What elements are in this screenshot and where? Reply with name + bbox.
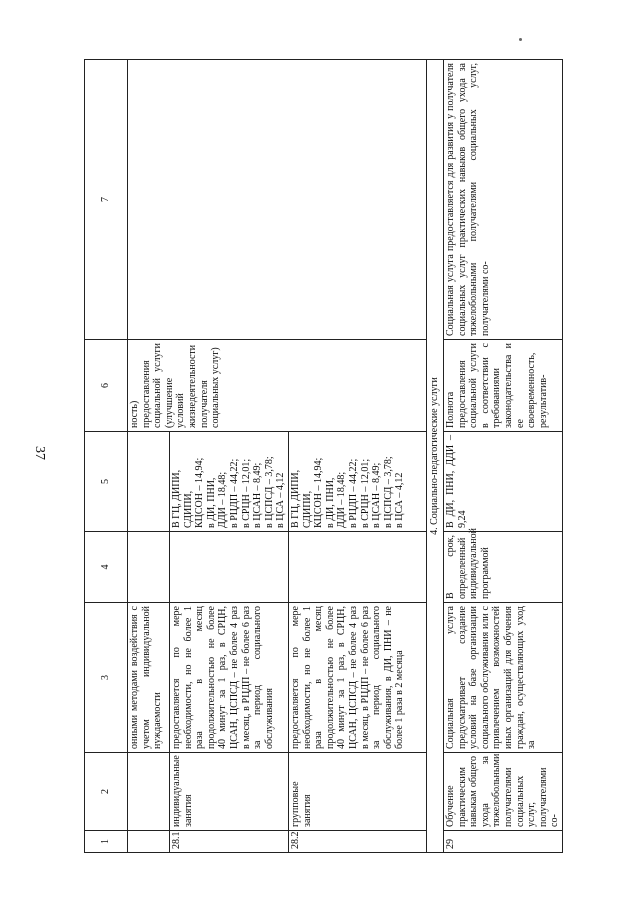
table-cell xyxy=(288,532,426,603)
tariff-line: в ЦСА – 4,12 xyxy=(275,472,287,528)
tariff-line: ДДИ – 18,48; xyxy=(217,471,229,528)
tariff-line: в СРЦН – 12,01; xyxy=(240,458,252,528)
scan-speck xyxy=(519,38,522,41)
column-header: 1 xyxy=(85,831,128,853)
tariff-line: в ЦСАН – 8,49; xyxy=(252,462,264,528)
table-cell xyxy=(128,753,170,831)
row-number: 29 xyxy=(443,831,562,853)
table-cell: ность) предоставления социальной услуги (улучшение условий жизнедеятельности получателя социальных услуг) xyxy=(128,340,427,432)
page-number: 37 xyxy=(32,446,47,460)
services-table xyxy=(84,59,563,853)
quality-indicators: Полнота предоставления социальной услуги в соответствии с требованиями законодательства и ее своевременность, результатив- xyxy=(443,340,562,432)
table-header-row xyxy=(85,60,128,853)
table-cell xyxy=(128,831,170,853)
tariff-cell xyxy=(288,432,426,532)
tariff-line: в РЦДП – 44,22; xyxy=(347,458,359,528)
table-row xyxy=(443,60,562,853)
column-header: 7 xyxy=(85,60,128,340)
tariff-line: в ЦСПСД – 3,78; xyxy=(382,456,394,528)
service-conditions: Социальная услуга предоставляется для развития у получателя социальных услуг практических навыков общего ухода за тяжелобольными получателями социальных услуг, получателями со- xyxy=(443,60,562,340)
table-row-continuation xyxy=(128,60,170,853)
tariff-line: В ГЦ, ДИПИ, СДИПИ, xyxy=(171,469,194,528)
rotated-table-container xyxy=(84,60,564,853)
tariff-cell xyxy=(170,432,289,532)
tariff-line: в СРЦН – 12,01; xyxy=(359,458,371,528)
service-name: Обучение практическим навыкам общего ухода за тяжелобольными получателями социальных услуг, получателями со- xyxy=(443,753,562,831)
column-header: 6 xyxy=(85,340,128,432)
section-title: 4. Социально-педагогические услуги xyxy=(426,60,443,853)
table-cell xyxy=(128,532,170,603)
table-cell xyxy=(128,432,170,532)
column-header: 4 xyxy=(85,532,128,603)
service-name: индивидуальные занятия xyxy=(170,753,289,831)
table-cell: ониыми методами воздействия с учетом индивидуальной нуждаемости xyxy=(128,603,170,753)
tariff-line: в ДИ, ПНИ, xyxy=(205,477,217,528)
table-cell xyxy=(128,60,427,340)
table-cell xyxy=(170,532,289,603)
tariff-line: в ЦСА – 4,12 xyxy=(394,472,406,528)
column-header: 5 xyxy=(85,432,128,532)
tariff-line: КЦСОН – 14,94; xyxy=(313,457,325,528)
tariff-line: ДДИ – 18,48; xyxy=(336,471,348,528)
row-number: 28.2 xyxy=(288,831,426,853)
column-header: 2 xyxy=(85,753,128,831)
service-description: предоставляется по мере необходимости, но не более 1 раза в месяц продолжительностью не более 40 минут за 1 раз, в СРЦН, ЦСАН, ЦСПСД – не более 4 раз в месяц, в РЦДП – не более 6 раз за период социального обслуживания, в ДИ, ПНИ – не более 1 раза в 2 месяца xyxy=(288,603,426,753)
service-description: предоставляется по мере необходимости, но не более 1 раза в месяц продолжительностью не более 40 минут за 1 раз, в СРЦН, ЦСАН, ЦСПСД – не более 4 раз в месяц, в РЦДП – не более 6 раз за период социального обслуживания xyxy=(170,603,289,753)
tariff-line: в ЦСПСД – 3,78; xyxy=(263,456,275,528)
service-description: Социальная услуга предусматривает создание условий на базе организации социального обслуживания или с привлечением возможностей иных организаций для обучения граждан, осуществляющих уход за xyxy=(443,603,562,753)
row-number: 28.1 xyxy=(170,831,289,853)
tariff-cell: В ДИ, ПНИ, ДДИ – 9,24 xyxy=(443,432,562,532)
tariff-line: в ЦСАН – 8,49; xyxy=(371,462,383,528)
tariff-line: КЦСОН – 14,94; xyxy=(194,457,206,528)
service-name: групповые занятия xyxy=(288,753,426,831)
column-header: 3 xyxy=(85,603,128,753)
tariff-line: в РЦДП – 44,22; xyxy=(228,458,240,528)
tariff-line: в ДИ, ПНИ, xyxy=(324,477,336,528)
tariff-line: В ГЦ, ДИПИ, СДИПИ, xyxy=(289,469,313,528)
service-term: В срок, определенный индивидуальной программой xyxy=(443,532,562,603)
section-row xyxy=(426,60,443,853)
